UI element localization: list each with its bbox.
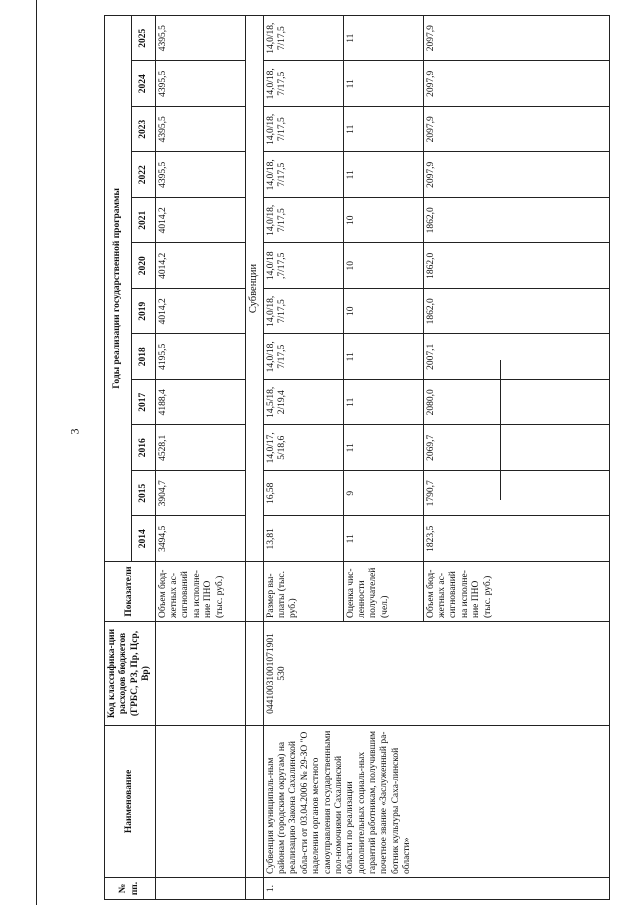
value-cell: 14,0/18, 7/17,5 — [263, 198, 343, 244]
value-cell: 4195,5 — [155, 334, 245, 380]
value-cell: 10 — [343, 289, 423, 335]
value-cell: 4014,2 — [155, 289, 245, 335]
year-header: 2018 — [132, 334, 155, 380]
value-cell: 14,0/18, 7/17,5 — [263, 107, 343, 153]
value-cell: 4014,2 — [155, 198, 245, 244]
year-header: 2020 — [132, 243, 155, 289]
header-indicators: Показатели — [105, 562, 156, 622]
table-container — [104, 16, 610, 900]
program-table — [104, 15, 610, 900]
value-cell: 2097,9 — [423, 61, 609, 107]
year-header: 2016 — [132, 425, 155, 471]
header-name: Наименование — [105, 726, 156, 878]
year-header: 2019 — [132, 289, 155, 335]
value-cell: 14,0/18, 7/17,5 — [263, 289, 343, 335]
year-header: 2015 — [132, 471, 155, 517]
value-cell: 11 — [343, 334, 423, 380]
value-cell: 11 — [343, 516, 423, 562]
header-num: № пп. — [105, 878, 156, 900]
year-header: 2017 — [132, 380, 155, 426]
value-cell: 4395,5 — [155, 61, 245, 107]
value-cell: 1862,0 — [423, 198, 609, 244]
value-cell: 1790,7 — [423, 471, 609, 517]
value-cell: 4528,1 — [155, 425, 245, 471]
value-cell: 1862,0 — [423, 289, 609, 335]
table-row — [155, 15, 245, 899]
value-cell: 4395,5 — [155, 107, 245, 153]
row-name: Субвенция муниципаль-ным районам (городским округам) на реализацию Закона Сахалинской обла-сти от 03.04.2006 № 29-ЗО "О наделении органов местного самоуправления государственными пол-номочиями Сахалинской области по реализации дополнительных социаль-ных гарантий работникам, получившим почетное звание «Заслуженный ра-ботник культуры Саха-линской области» — [263, 726, 609, 878]
value-cell: 2097,9 — [423, 15, 609, 61]
year-header: 2022 — [132, 152, 155, 198]
value-cell: 11 — [343, 61, 423, 107]
year-header: 2025 — [132, 15, 155, 61]
value-cell: 14,0/18 ,7/17,5 — [263, 243, 343, 289]
value-cell: 10 — [343, 198, 423, 244]
value-cell: 11 — [343, 152, 423, 198]
page-number: 3 — [67, 428, 82, 435]
value-cell: 14,0/18, 7/17,5 — [263, 15, 343, 61]
table-row — [263, 15, 343, 899]
value-cell: 2097,9 — [423, 107, 609, 153]
value-cell: 9 — [343, 471, 423, 517]
value-cell: 14,0/18, 7/17,5 — [263, 152, 343, 198]
value-cell: 11 — [343, 107, 423, 153]
value-cell: 2080,0 — [423, 380, 609, 426]
value-cell: 2097,9 — [423, 152, 609, 198]
value-cell: 4014,2 — [155, 243, 245, 289]
indicator-cell: Объем бюд-жетных ас-сигнований на исполне-ние ПНО (тыс. руб.) — [423, 562, 609, 622]
value-cell: 4188,4 — [155, 380, 245, 426]
value-cell: 4395,5 — [155, 15, 245, 61]
footer-line — [36, 0, 37, 905]
indicator-cell: Объем бюд-жетных ас-сигнований на исполне-ние ПНО (тыс. руб.) — [155, 562, 245, 622]
value-cell: 1862,0 — [423, 243, 609, 289]
year-header: 2024 — [132, 61, 155, 107]
header-years-group: Годы реализации государственной программы — [105, 15, 132, 561]
value-cell: 14,5/18, 2/19,4 — [263, 380, 343, 426]
indicator-cell: Оценка чис-ленности получателей (чел.) — [343, 562, 423, 622]
value-cell: 2069,7 — [423, 425, 609, 471]
value-cell: 14,0/17, 5/18,6 — [263, 425, 343, 471]
value-cell: 2007,1 — [423, 334, 609, 380]
section-title: Субвенции — [245, 15, 263, 561]
year-header: 2014 — [132, 516, 155, 562]
header-code: Код классифика-ции расходов бюджетов (ГРБС, РЗ, Пр, Цср, Вр) — [105, 622, 156, 726]
indicator-cell: Размер вы-платы (тыс. руб.) — [263, 562, 343, 622]
value-cell: 14,0/18, 7/17,5 — [263, 334, 343, 380]
value-cell: 16,58 — [263, 471, 343, 517]
value-cell: 1823,5 — [423, 516, 609, 562]
value-cell: 13,81 — [263, 516, 343, 562]
value-cell: 14,0/18, 7/17,5 — [263, 61, 343, 107]
value-cell: 11 — [343, 380, 423, 426]
value-cell: 11 — [343, 425, 423, 471]
value-cell: 3904,7 — [155, 471, 245, 517]
year-header: 2023 — [132, 107, 155, 153]
row-num: 1. — [263, 878, 609, 900]
value-cell: 3494,5 — [155, 516, 245, 562]
value-cell: 4395,5 — [155, 152, 245, 198]
value-cell: 11 — [343, 15, 423, 61]
year-header: 2021 — [132, 198, 155, 244]
row-code: 04410031001071901 530 — [263, 622, 609, 726]
value-cell: 10 — [343, 243, 423, 289]
